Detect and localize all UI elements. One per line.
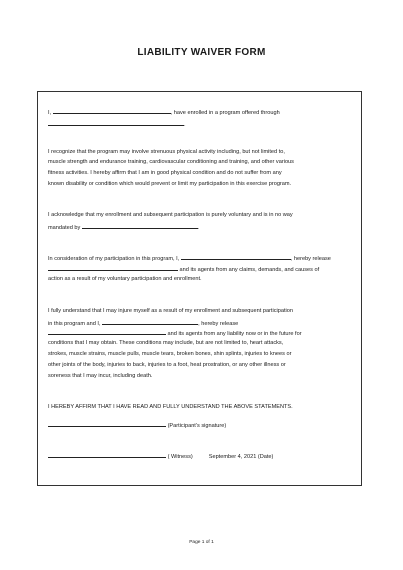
program-provider-blank[interactable]	[48, 120, 184, 126]
participant-name-blank[interactable]	[53, 108, 171, 114]
p2-line-1: I recognize that the program may involve strenuous physical activity including, but not limited to,	[48, 149, 285, 155]
p2-line-4: known disability or condition which would prevent or limit my participation in this exercise program.	[48, 181, 292, 187]
p2-line-2: muscle strength and endurance training, cardiovascular conditioning and training, and other various	[48, 159, 294, 165]
participant-signature-line	[48, 421, 226, 430]
liability-name-blank[interactable]	[102, 319, 198, 325]
p5-line-4: conditions that I may obtain. These conditions may include, but are not limited to, heart attacks,	[48, 340, 284, 346]
p5-line-3: and its agents from any liability now or in the future for	[48, 329, 302, 338]
release-org-blank[interactable]	[48, 265, 178, 271]
date-label: September 4, 2021 (Date)	[208, 454, 274, 460]
participant-signature-label: (Participant’s signature)	[167, 423, 227, 429]
p5-line-1: I fully understand that I may injure myself as a result of my enrollment and subsequent participation	[48, 308, 294, 314]
participant-signature-blank[interactable]	[48, 421, 166, 427]
p5-line-5: strokes, muscle strains, muscle pulls, muscle tears, broken bones, shin splints, injuries to knees or	[48, 351, 292, 357]
page-number: Page 1 of 1	[189, 540, 214, 545]
waiver-box	[37, 91, 362, 486]
p2-line-3: fitness activities. I hereby affirm that I am in good physical condition and do not suffer from any	[48, 170, 282, 176]
witness-signature-line	[48, 452, 273, 461]
mandated-by-blank[interactable]	[82, 223, 198, 229]
p4-line-2: and its agents from any claims, demands, and causes of	[48, 265, 319, 274]
p5-line-2: in this program and I, , hereby release	[48, 321, 239, 327]
p3-line-1: I acknowledge that my enrollment and subsequent participation is purely voluntary and is in no way	[48, 212, 293, 218]
p4-line-3: action as a result of my voluntary participation and enrollment.	[48, 276, 202, 282]
witness-signature-blank[interactable]	[48, 452, 166, 458]
affirmation-statement: I HEREBY AFFIRM THAT I HAVE READ AND FULLY UNDERSTAND THE ABOVE STATEMENTS.	[48, 404, 293, 410]
p4-line-1: In consideration of my participation in this program, I, , hereby release	[48, 256, 331, 262]
enrollment-line: I, , have enrolled in a program offered through	[48, 110, 280, 116]
p5-line-6: other joints of the body, injuries to back, injuries to a foot, heat prostration, or any other illness or	[48, 362, 286, 368]
form-title: LIABILITY WAIVER FORM	[137, 47, 266, 58]
release-name-blank[interactable]	[181, 254, 291, 260]
witness-label: ( Witness)	[167, 454, 193, 460]
program-provider-line: .	[48, 120, 186, 129]
liability-org-blank[interactable]	[48, 329, 166, 335]
p5-line-7: soreness that I may incur, including death.	[48, 373, 153, 379]
p3-line-2: mandated by .	[48, 225, 200, 231]
